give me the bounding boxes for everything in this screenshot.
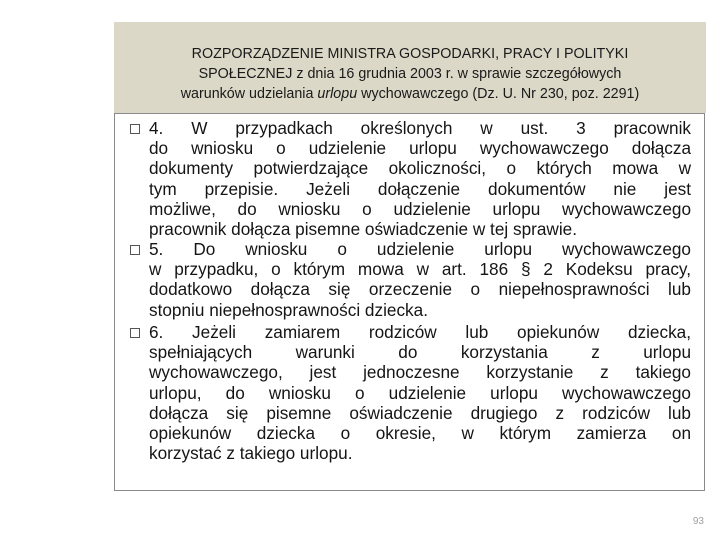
text-line: dodatkowo dołącza się orzeczenie o niepełnosprawności lub — [149, 279, 691, 300]
text-line: opiekunów dziecka o okresie, w którym zamierza on — [149, 423, 691, 444]
text-line: stopniu niepełnosprawności dziecka. — [149, 299, 428, 320]
title-line-3-end: wychowawczego (Dz. U. Nr 230, poz. 2291) — [357, 86, 640, 102]
title-line-1: ROZPORZĄDZENIE MINISTRA GOSPODARKI, PRACY I POLITYKI — [191, 46, 629, 62]
text-line: korzystać z takiego urlopu. — [149, 443, 353, 464]
title-line-2: SPOŁECZNEJ z dnia 16 grudnia 2003 r. w sprawie szczegółowych — [198, 66, 622, 82]
text-line: urlopu, do wniosku o udzielenie urlopu wychowawczego — [149, 382, 691, 403]
list-item — [149, 239, 691, 320]
text-line: 5. Do wniosku o udzielenie urlopu wychowawczego — [149, 239, 691, 259]
empty-square-bullet-icon — [130, 124, 140, 134]
content-box — [114, 113, 705, 491]
text-line: spełniających warunki do korzystania z urlopu — [149, 342, 691, 363]
title-line-3 — [114, 84, 706, 104]
list-item — [149, 322, 691, 463]
text-line: tym przepisie. Jeżeli dołączenie dokumentów nie jest — [149, 178, 691, 199]
title-italic-word: urlopu — [317, 86, 358, 102]
empty-square-bullet-icon — [130, 328, 140, 338]
text-line: dokumenty potwierdzające okoliczności, o których mowa w — [149, 158, 691, 179]
text-line: do wniosku o udzielenie urlopu wychowawczego dołącza — [149, 138, 691, 159]
title-line-3-start: warunków udzielania — [180, 86, 318, 102]
text-line: 4. W przypadkach określonych w ust. 3 pracownik — [149, 118, 691, 138]
title-box — [114, 22, 706, 113]
text-line: 6. Jeżeli zamiarem rodziców lub opiekunów dziecka, — [149, 322, 691, 342]
text-line: w przypadku, o którym mowa w art. 186 § 2 Kodeksu pracy, — [149, 259, 691, 280]
text-line: dołącza się pisemne oświadczenie drugiego z rodziców lub — [149, 402, 691, 423]
text-line: pracownik dołącza pisemne oświadczenie w tej sprawie. — [149, 219, 577, 240]
empty-square-bullet-icon — [130, 245, 140, 255]
text-line: możliwe, do wniosku o udzielenie urlopu wychowawczego — [149, 198, 691, 219]
page-number: 93 — [692, 516, 704, 527]
list-item — [149, 118, 691, 239]
text-line: wychowawczego, jest jednoczesne korzystanie z takiego — [149, 362, 691, 383]
